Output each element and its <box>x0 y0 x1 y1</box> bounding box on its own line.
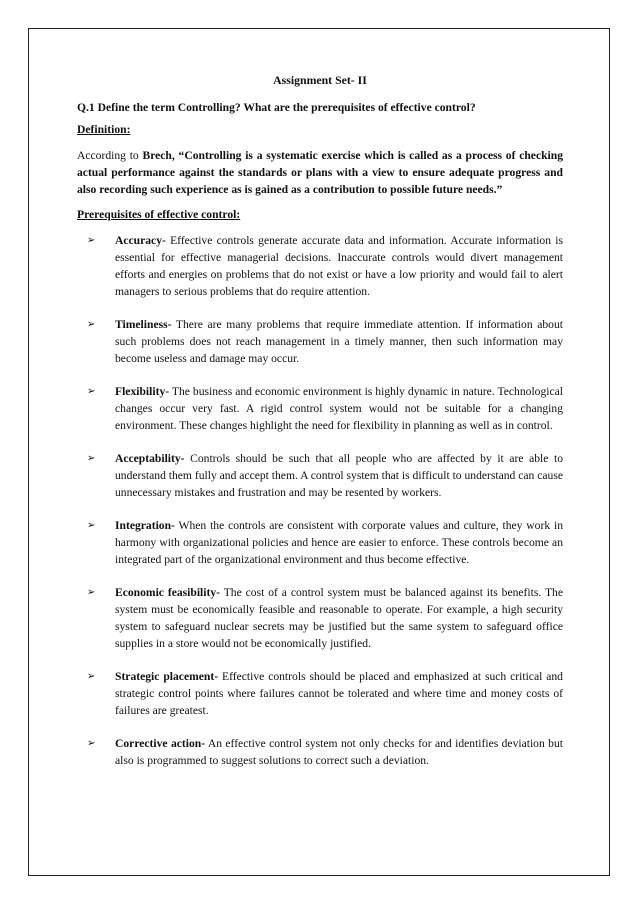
item-text: The cost of a control system must be balanced against its benefits. The system must be economically feasible and reasonable to operate. For example, a high security system to safeguard nuclear secrets may be justified but the same system to safeguard office supplies in a store would not be economically justified. <box>115 586 563 650</box>
document-body <box>77 72 563 785</box>
item-title: Integration- <box>115 519 175 532</box>
item-title: Timeliness- <box>115 318 172 331</box>
item-title: Corrective action- <box>115 737 206 750</box>
item-title: Strategic placement- <box>115 670 219 683</box>
list-item <box>87 668 563 719</box>
list-item <box>87 383 563 434</box>
item-text: Controls should be such that all people who are affected by it are able to understand them fully and accept them. A control system that is difficult to understand can cause unnecessary mistakes and frustration and may be resented by workers. <box>115 452 563 499</box>
item-title: Flexibility- <box>115 385 170 398</box>
arrow-bullet-icon: ➢ <box>87 671 96 682</box>
prerequisites-list <box>77 232 563 769</box>
arrow-bullet-icon: ➢ <box>87 235 96 246</box>
list-item <box>87 450 563 501</box>
item-text: Effective controls should be placed and emphasized at such critical and strategic control points where failures cannot be tolerated and where time and money costs of failures are greatest. <box>115 670 563 717</box>
item-title: Acceptability- <box>115 452 185 465</box>
definition-paragraph <box>77 147 563 198</box>
item-text: There are many problems that require immediate attention. If information about such problems does not reach management in a timely manner, then such information may become useless and damage may occur. <box>115 318 563 365</box>
list-item <box>87 232 563 300</box>
item-text: An effective control system not only checks for and identifies deviation but also is programmed to suggest solutions to correct such a deviation. <box>115 737 563 767</box>
arrow-bullet-icon: ➢ <box>87 453 96 464</box>
prerequisites-heading: Prerequisites of effective control: <box>77 208 241 221</box>
definition-heading: Definition: <box>77 123 131 136</box>
arrow-bullet-icon: ➢ <box>87 319 96 330</box>
arrow-bullet-icon: ➢ <box>87 386 96 397</box>
item-title: Economic feasibility- <box>115 586 221 599</box>
list-item <box>87 517 563 568</box>
definition-prefix: According to <box>77 149 143 162</box>
item-title: Accuracy- <box>115 234 166 247</box>
arrow-bullet-icon: ➢ <box>87 520 96 531</box>
definition-quote: Brech, “Controlling is a systematic exercise which is called as a process of checking actual performance against the standards or plans with a view to ensure adequate progress and also recording such experience as is gained as a contribution to possible future needs.” <box>77 149 563 196</box>
question-heading: Q.1 Define the term Controlling? What are the prerequisites of effective control? <box>77 101 476 114</box>
list-item <box>87 316 563 367</box>
item-text: The business and economic environment is highly dynamic in nature. Technological changes occur very fast. A rigid control system would not be suitable for a changing environment. These changes highlight the need for flexibility in planning as well as in control. <box>115 385 563 432</box>
page-title: Assignment Set- II <box>273 73 367 87</box>
item-text: When the controls are consistent with corporate values and culture, they work in harmony with organizational policies and hence are easier to enforce. These controls become an integrated part of the organizational environment and thus become effective. <box>115 519 563 566</box>
arrow-bullet-icon: ➢ <box>87 587 96 598</box>
list-item <box>87 584 563 652</box>
item-text: Effective controls generate accurate data and information. Accurate information is essential for effective managerial decisions. Inaccurate controls would divert management efforts and energies on problems that do not exist or have a low priority and would fail to alert managers to serious problems that do require attention. <box>115 234 563 298</box>
arrow-bullet-icon: ➢ <box>87 738 96 749</box>
list-item <box>87 735 563 769</box>
